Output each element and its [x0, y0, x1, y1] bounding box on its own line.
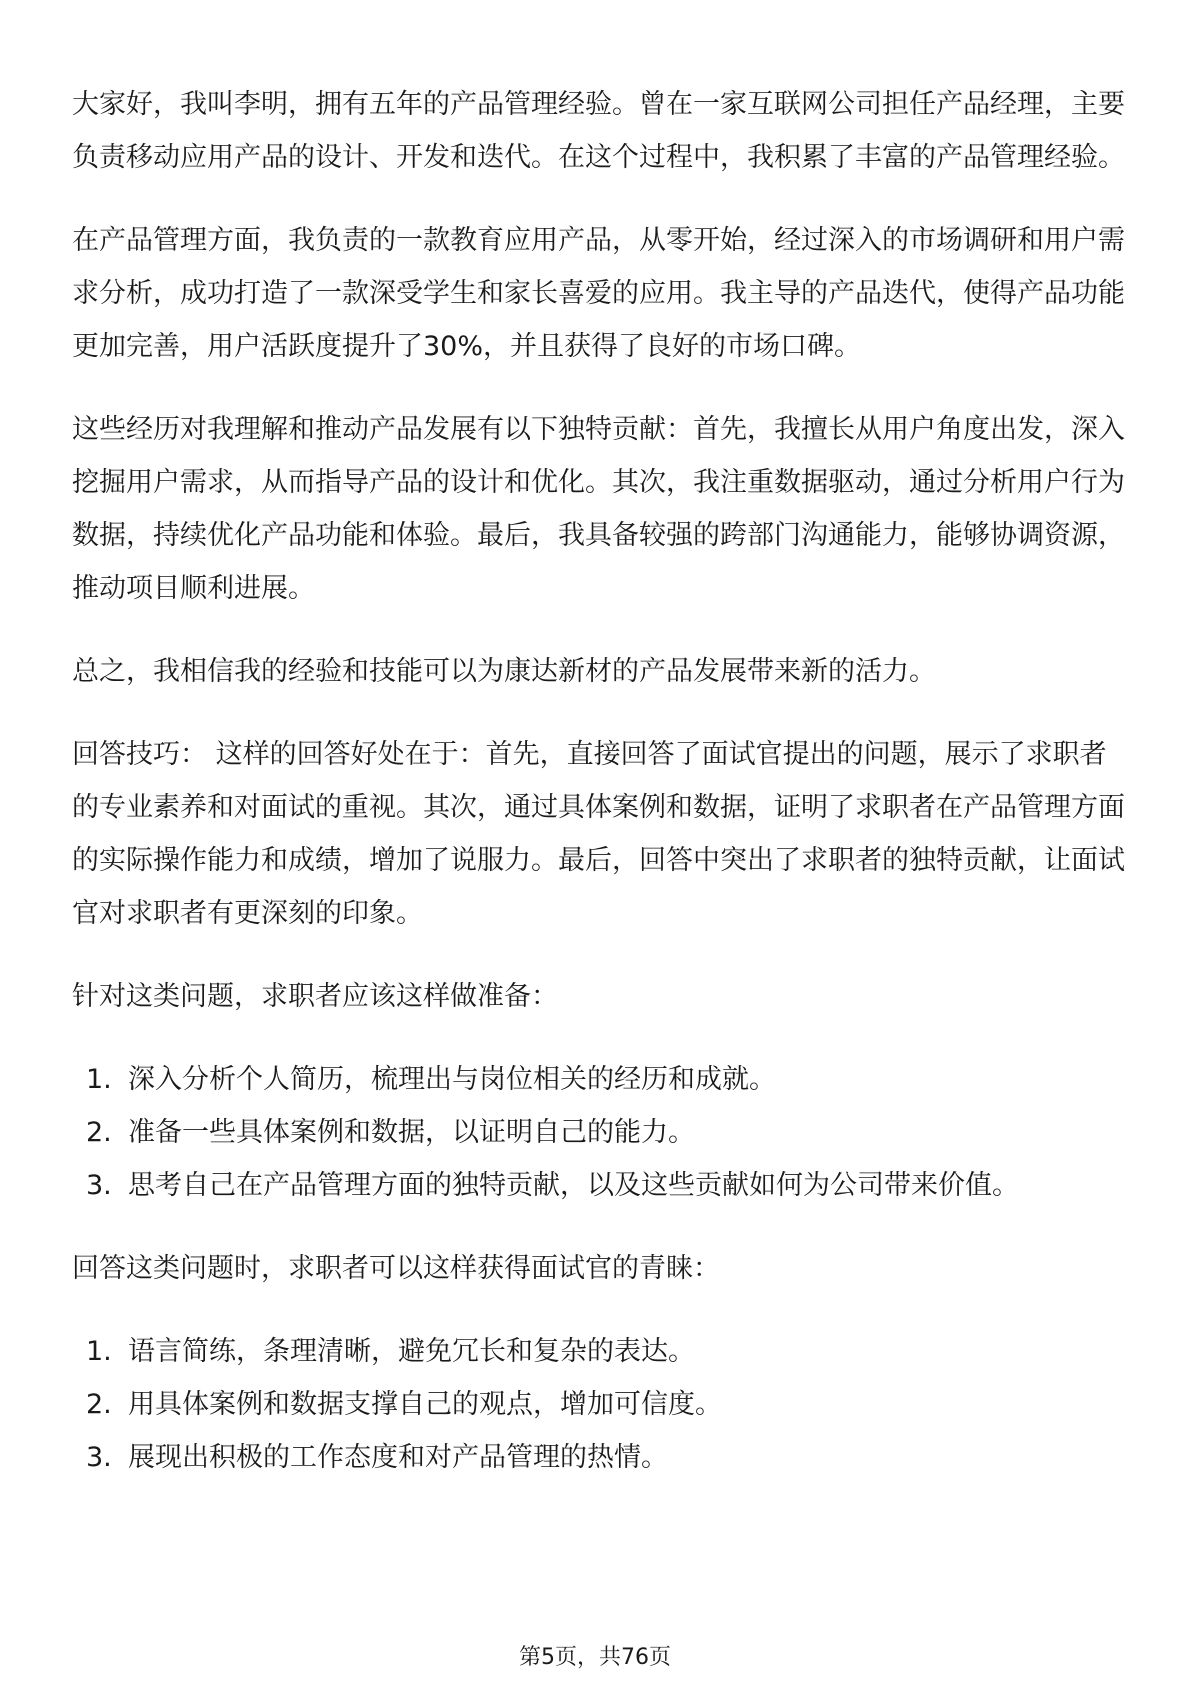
prep-list	[72, 1053, 1132, 1212]
list-text: 语言简练，条理清晰，避免冗长和复杂的表达。	[128, 1336, 695, 1367]
paragraph-experience: 在产品管理方面，我负责的一款教育应用产品，从零开始，经过深入的市场调研和用户需求分析，成功打造了一款深受学生和家长喜爱的应用。我主导的产品迭代，使得产品功能更加完善，用户活跃度提升了30%，并且获得了良好的市场口碑。	[72, 225, 1125, 362]
list-text: 准备一些具体案例和数据，以证明自己的能力。	[128, 1117, 695, 1148]
paragraph-intro: 大家好，我叫李明，拥有五年的产品管理经验。曾在一家互联网公司担任产品经理，主要负责移动应用产品的设计、开发和迭代。在这个过程中，我积累了丰富的产品管理经验。	[72, 89, 1125, 173]
list-number: 1.	[86, 1064, 112, 1095]
list-item	[72, 1378, 1132, 1431]
paragraph-conclusion: 总之，我相信我的经验和技能可以为康达新材的产品发展带来新的活力。	[72, 656, 936, 687]
list-number: 2.	[86, 1389, 112, 1420]
list-text: 用具体案例和数据支撑自己的观点，增加可信度。	[128, 1389, 722, 1420]
list-item	[72, 1325, 1132, 1378]
list-text: 深入分析个人简历，梳理出与岗位相关的经历和成就。	[128, 1064, 776, 1095]
list-number: 3.	[86, 1442, 112, 1473]
document-body	[72, 78, 1132, 1514]
favor-list	[72, 1325, 1132, 1484]
list-text: 思考自己在产品管理方面的独特贡献，以及这些贡献如何为公司带来价值。	[128, 1170, 1019, 1201]
list-item	[72, 1431, 1132, 1484]
list-item	[72, 1106, 1132, 1159]
favor-heading: 回答这类问题时，求职者可以这样获得面试官的青睐：	[72, 1253, 720, 1284]
list-number: 1.	[86, 1336, 112, 1367]
list-item	[72, 1053, 1132, 1106]
list-item	[72, 1159, 1132, 1212]
page-number-footer: 第5页，共76页	[519, 1645, 671, 1670]
prep-heading: 针对这类问题，求职者应该这样做准备：	[72, 981, 558, 1012]
list-number: 2.	[86, 1117, 112, 1148]
list-number: 3.	[86, 1170, 112, 1201]
paragraph-contributions: 这些经历对我理解和推动产品发展有以下独特贡献：首先，我擅长从用户角度出发，深入挖掘用户需求，从而指导产品的设计和优化。其次，我注重数据驱动，通过分析用户行为数据，持续优化产品功能和体验。最后，我具备较强的跨部门沟通能力，能够协调资源，推动项目顺利进展。	[72, 414, 1125, 604]
list-text: 展现出积极的工作态度和对产品管理的热情。	[128, 1442, 668, 1473]
paragraph-answer-tips: 回答技巧： 这样的回答好处在于：首先，直接回答了面试官提出的问题，展示了求职者的专业素养和对面试的重视。其次，通过具体案例和数据，证明了求职者在产品管理方面的实际操作能力和成绩，增加了说服力。最后，回答中突出了求职者的独特贡献，让面试官对求职者有更深刻的印象。	[72, 739, 1125, 929]
